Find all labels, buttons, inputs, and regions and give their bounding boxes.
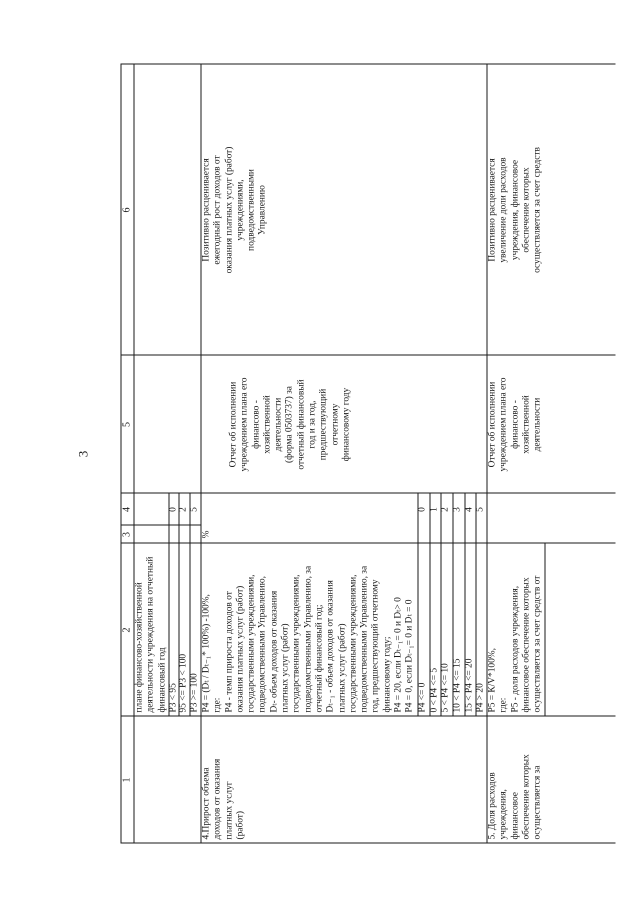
p4-condition: 5 < Р4 <= 10 xyxy=(440,663,451,713)
header-col-3: 3 xyxy=(121,532,133,537)
formula-line: год, предшествующий отчетному xyxy=(370,579,381,713)
p4-score: 0 xyxy=(417,507,428,512)
formula-line: осуществляется за счет средств от xyxy=(532,575,543,713)
formula-line: платных услуг (работ) xyxy=(337,623,348,713)
criterion4-formula xyxy=(202,545,417,713)
formula-line: государственными учреждениями, xyxy=(246,574,257,713)
continued-formula-line: финансовый год xyxy=(157,647,168,713)
header-col-2: 2 xyxy=(121,627,133,633)
table-border-left xyxy=(121,843,616,844)
source-line: хозяйственной xyxy=(262,395,273,454)
formula-line: отчетный финансовый год; xyxy=(314,604,325,713)
rotated-page-content xyxy=(121,64,616,844)
criterion5-name-line: 5. Доля расходов xyxy=(487,772,498,840)
comment-line: учреждениями, xyxy=(235,179,246,241)
formula-line: где: xyxy=(212,697,223,713)
criterion5-source xyxy=(488,358,544,492)
header-col-4: 4 xyxy=(121,507,133,512)
comment-line: осуществляется за счет средств xyxy=(532,147,543,273)
criterion5-name-line: обеспечение которых xyxy=(521,754,532,840)
formula-line: Р4 = 20, если Dₜ₋₁= 0 и Dₜ> 0 xyxy=(393,597,404,713)
source-line: Отчет об исполнении xyxy=(228,381,239,468)
source-line: отчетный финансовый xyxy=(296,379,307,470)
source-line: Отчет об исполнении xyxy=(487,381,498,468)
criterion4-source xyxy=(229,358,353,492)
formula-line: подведомственными Управлению, за xyxy=(303,565,314,713)
criterion4-name-line: доходов от оказания xyxy=(212,758,223,840)
source-line: хозяйственной xyxy=(521,395,532,454)
criterion5-name-line: финансовое xyxy=(510,792,521,840)
source-line: деятельности xyxy=(273,397,284,452)
formula-line: финансовое обеспечение которых xyxy=(521,577,532,713)
comment-line: Позитивно расценивается xyxy=(487,158,498,262)
formula-line: подведомственными Управлению, xyxy=(257,576,268,713)
header-col-1: 1 xyxy=(121,777,133,783)
criterion4-name xyxy=(202,718,247,840)
p3-condition: Р3 < 95 xyxy=(168,683,179,713)
comment-line: подведомственными xyxy=(246,169,257,251)
comment-line: обеспечение которых xyxy=(521,167,532,253)
p3-condition: Р3 >= 100 xyxy=(189,673,200,713)
formula-line: где: xyxy=(498,697,509,713)
criteria-table xyxy=(121,64,616,844)
comment-line: Позитивно расценивается xyxy=(201,158,212,262)
comment-line: учреждения, финансовое xyxy=(510,159,521,261)
source-line: деятельности xyxy=(532,397,543,452)
p4-condition: 15 < Р4 <= 20 xyxy=(464,658,475,713)
p4-condition: Р4 > 20 xyxy=(475,683,486,713)
column-divider-5-6 xyxy=(121,355,616,356)
formula-line: Р4 = 0, если Dₜ₋₁= 0 и Dₜ = 0 xyxy=(404,599,415,713)
criterion4-comment xyxy=(202,67,270,354)
p3-score: 5 xyxy=(189,507,200,512)
criterion5-comment xyxy=(488,67,544,354)
p4-score: 3 xyxy=(452,507,463,512)
source-line: год и за год, xyxy=(307,400,318,449)
p3-score: 2 xyxy=(178,507,189,512)
source-line: отчетному xyxy=(330,403,341,446)
formula-line: оказания платных услуг (работ) xyxy=(235,585,246,713)
p4-condition: 10 < Р4 <= 15 xyxy=(452,658,463,713)
source-line: финансово - xyxy=(251,400,262,449)
source-line: учреждением плана его xyxy=(498,377,509,472)
header-row-bottom xyxy=(134,64,135,844)
header-col-5: 5 xyxy=(121,422,133,427)
source-line: финансово - xyxy=(510,400,521,449)
continued-formula-text xyxy=(135,545,169,713)
criterion5-formula xyxy=(488,545,544,713)
formula-line: Р5 = К/V*100%, xyxy=(487,648,498,713)
formula-line: Р5 - доля расходов учреждения, xyxy=(510,585,521,713)
source-line: предшествующий xyxy=(318,388,329,461)
header-col-6: 6 xyxy=(121,207,133,213)
criterion5-name-line: осуществляется за xyxy=(532,765,543,840)
p4-score: 5 xyxy=(475,507,486,512)
p4-score: 1 xyxy=(429,507,440,512)
formula-line: Р4 - темп прироста доходов от xyxy=(224,591,235,713)
p4-condition: Р4 <= 0 xyxy=(417,682,428,713)
comment-line: Управлению xyxy=(257,185,268,235)
comment-line: увеличение доли расходов xyxy=(498,157,509,263)
p4-score: 2 xyxy=(440,507,451,512)
column-divider-2-3 xyxy=(121,543,616,544)
criterion5-formula-divider xyxy=(545,544,546,717)
p4-condition: 0 < Р4 <= 5 xyxy=(429,667,440,713)
formula-line: Р4 = (Dₜ / Dₜ₋₁* 100%) -100%, xyxy=(201,594,212,713)
formula-line: государственными учреждениями, xyxy=(291,574,302,713)
formula-line: Dₜ- объем доходов от оказания xyxy=(269,590,280,713)
source-line: финансовому году xyxy=(341,387,352,462)
continued-formula-line: плане финансово-хозяйственной xyxy=(134,582,145,713)
criterion4-name-line: платных услуг xyxy=(224,781,235,840)
comment-line: ежегодный рост доходов от xyxy=(212,155,223,265)
formula-line: платных услуг (работ) xyxy=(280,623,291,713)
comment-line: оказания платных услуг (работ) xyxy=(224,146,235,274)
formula-line: государственными учреждениями, xyxy=(348,574,359,713)
criterion4-unit: % xyxy=(201,530,212,539)
formula-line: подведомственными Управлению, за xyxy=(359,565,370,713)
p3-condition: 95 <= Р3 < 100 xyxy=(178,653,189,713)
criterion4-name-line: (работ) xyxy=(235,810,246,840)
source-line: учреждением плана его xyxy=(239,377,250,472)
page-number: 3 xyxy=(75,450,91,458)
continued-formula-line: деятельности учреждения на отчетный xyxy=(145,556,156,713)
criterion5-name-line: учреждения, xyxy=(498,789,509,840)
formula-line: финансовому году; xyxy=(382,636,393,713)
p4-score: 4 xyxy=(464,507,475,512)
criterion4-name-line: 4.Прирост объема xyxy=(201,767,212,840)
table-border-right xyxy=(121,64,616,65)
source-line: (форма 0503737) за xyxy=(284,386,295,463)
p3-score: 0 xyxy=(168,507,179,512)
formula-line: Dₜ₋₁ - объем доходов от оказания xyxy=(325,580,336,713)
column-divider-1-2 xyxy=(121,716,616,717)
criterion5-name xyxy=(488,718,544,840)
